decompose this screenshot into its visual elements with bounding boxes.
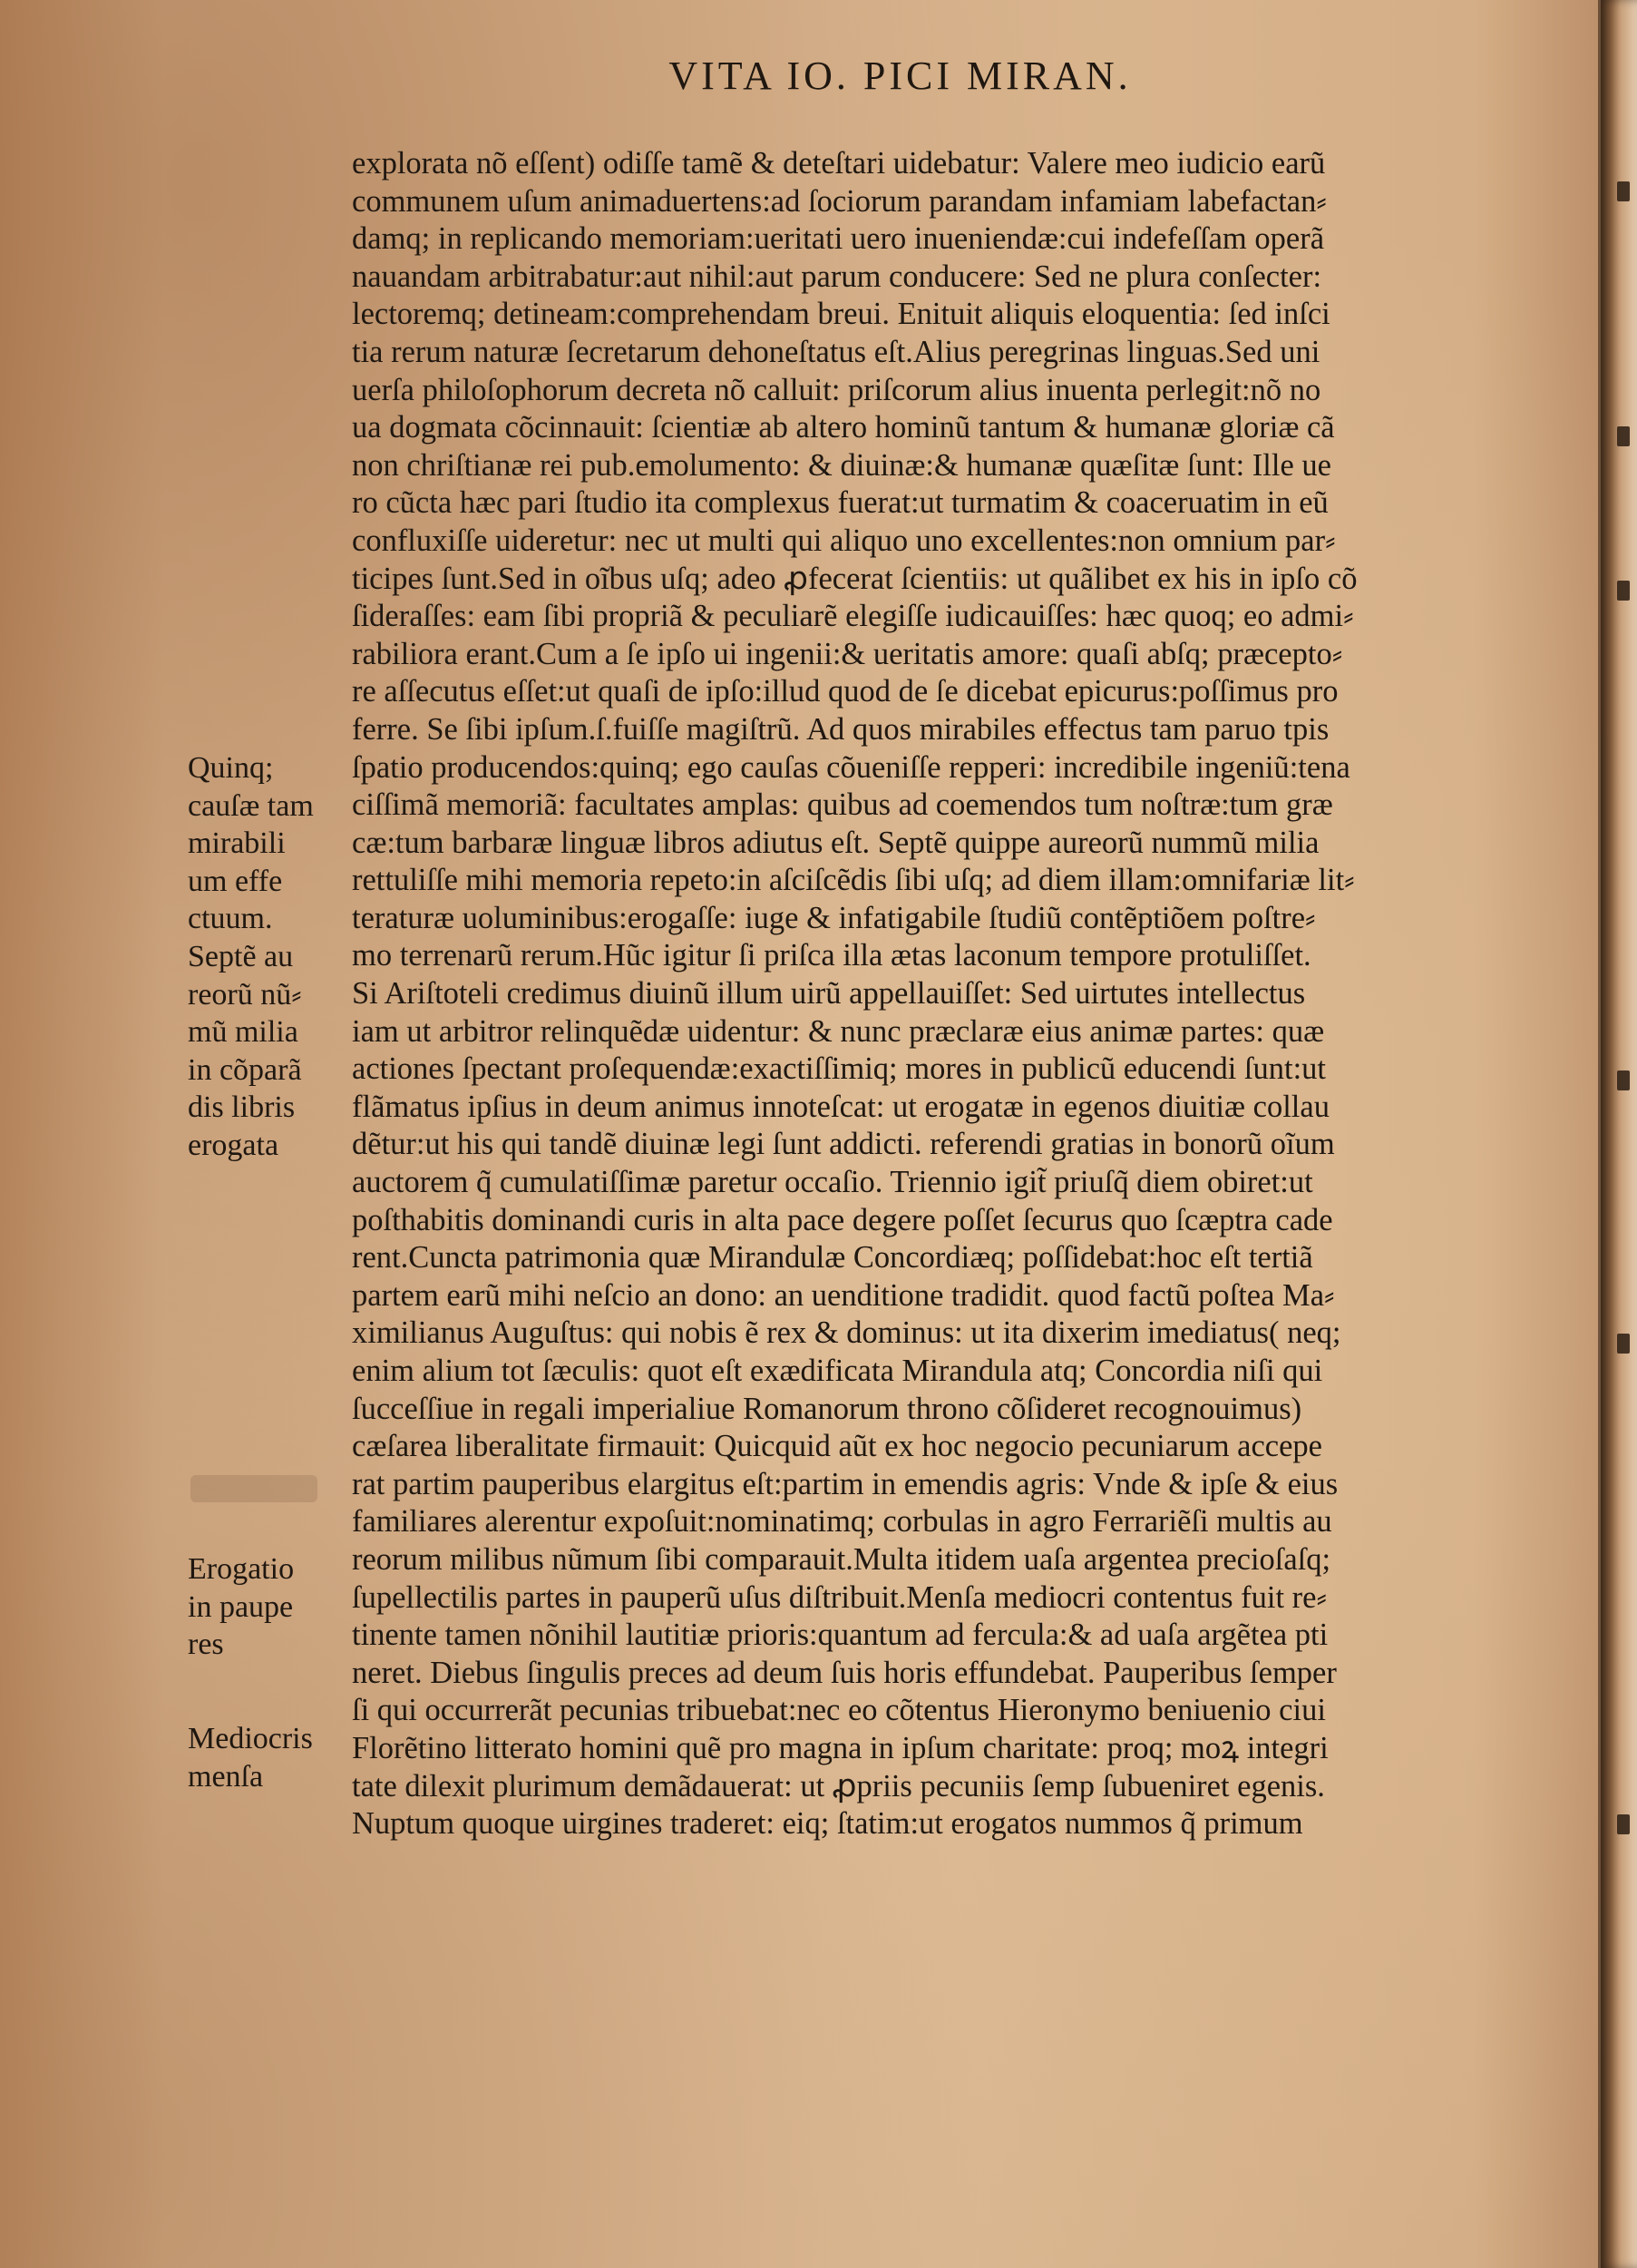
margin-note-line: mũ milia xyxy=(188,1015,298,1050)
text-line: ferre. Se ſibi ipſum.ſ.fuiſſe magiſtrũ. Ad quos mirabiles effectus tam paruo tpis xyxy=(352,711,1330,747)
edge-mark xyxy=(1617,1814,1630,1834)
margin-note-line: um effe xyxy=(188,864,283,898)
text-line: ro cũcta hæc pari ſtudio ita complexus fuerat:ut turmatim & coaceruatim in eũ xyxy=(352,485,1329,521)
margin-note-line: in cõparã xyxy=(188,1052,302,1087)
text-line: rat partim pauperibus elargitus eſt:partim in emendis agris: Vnde & ipſe & eius xyxy=(352,1466,1339,1501)
text-line: mo terrenarũ rerum.Hũc igitur ſi priſca illa ætas laconum tempore protuliſſet. xyxy=(352,938,1311,973)
text-line: Florẽtino litterato homini quẽ pro magna in ipſum charitate: proq; moꝝ integri xyxy=(352,1730,1329,1765)
text-line: nauandam arbitrabatur:aut nihil:aut parum conducere: Sed ne plura conſecter: xyxy=(352,259,1322,294)
running-head: VITA IO. PICI MIRAN. xyxy=(668,54,1132,98)
margin-note-line: Quinq; xyxy=(188,751,274,785)
text-line: uerſa philoſophorum decreta nõ calluit: priſcorum alius inuenta perlegit:nõ no xyxy=(352,372,1321,407)
text-line: ximilianus Auguſtus: qui nobis ẽ rex & dominus: ut ita dixerim imediatus( neq; xyxy=(352,1315,1341,1351)
text-line: ſpatio producendos:quinq; ego cauſas cõueniſſe repperi: incredibile ingeniũ:tena xyxy=(352,749,1350,785)
margin-note-line: Mediocris xyxy=(188,1722,313,1755)
text-line: lectoremq; detineam:comprehendam breui. Enituit aliquis eloquentia: ſed inſci xyxy=(352,297,1330,332)
text-line: communem uſum animaduertens:ad ſociorum parandam infamiam labefactan⸗ xyxy=(352,183,1327,219)
text-line: teraturæ uoluminibus:erogaſſe: iuge & infatigabile ſtudiũ contẽptiõem poſtre⸗ xyxy=(352,900,1316,935)
text-line: cæ:tum barbaræ linguæ libros adiutus eſt. Septẽ quippe aureorũ nummũ milia xyxy=(352,825,1320,860)
text-line: Nuptum quoque uirgines traderet: eiq; ſtatim:ut erogatos nummos q̃ primum xyxy=(352,1806,1303,1842)
edge-mark xyxy=(1617,1070,1630,1090)
margin-note-table xyxy=(188,1720,313,1795)
margin-note-causes xyxy=(188,749,314,938)
text-line: ſupellectilis partes in pauperũ uſus diſtribuit.Menſa mediocri contentus fuit re⸗ xyxy=(352,1579,1327,1615)
margin-note-books xyxy=(188,938,302,1165)
text-line: non chriſtianæ rei pub.emolumento: & diuinæ:& humanæ quæſitæ ſunt: Ille ue xyxy=(352,447,1331,483)
text-line: auctorem q̃ cumulatiſſimæ paretur occaſio. Triennio igit̃ priuſq̃ diem obiret:ut xyxy=(352,1165,1313,1200)
text-line: iam ut arbitror relinquẽdæ uidentur: & nunc præclaræ eius animæ partes: quæ xyxy=(352,1013,1325,1049)
text-line: neret. Diebus ſingulis preces ad deum ſuis horis effundebat. Pauperibus ſemper xyxy=(352,1655,1337,1690)
text-line: tia rerum naturæ ſecretarum dehoneſtatus eſt.Alius peregrinas linguas.Sed uni xyxy=(352,334,1320,369)
gutter-line xyxy=(1598,0,1601,2268)
text-line: partem earũ mihi neſcio an dono: an uenditione tradidit. quod factũ poſtea Ma⸗ xyxy=(352,1277,1335,1313)
margin-note-alms xyxy=(188,1550,294,1664)
text-line: rabiliora erant.Cum a ſe ipſo ui ingenii:& ueritatis amore: quaſi abſq; præcepto⸗ xyxy=(352,636,1343,671)
edge-mark xyxy=(1617,1334,1630,1354)
text-line: enim alium tot ſæculis: quot eſt exædificata Mirandula atq; Concordia niſi qui xyxy=(352,1354,1323,1388)
margin-note-line: reorũ nũ⸗ xyxy=(188,977,302,1012)
text-line: familiares alerentur expoſuit:nominatimq; corbulas in agro Ferrariẽſi multis au xyxy=(352,1504,1332,1540)
body-text xyxy=(352,145,1531,1843)
margin-note-line: erogata xyxy=(188,1128,279,1162)
margin-note-line: in paupe xyxy=(188,1589,294,1624)
margin-note-line: mirabili xyxy=(188,826,286,861)
bleed-through-mark xyxy=(190,1475,317,1502)
edge-mark xyxy=(1617,581,1630,601)
text-line: Si Ariſtoteli credimus diuinũ illum uirũ appellauiſſet: Sed uirtutes intellectus xyxy=(352,976,1306,1012)
text-line: tate dilexit plurimum demãdauerat: ut ꝓpriis pecuniis ſemp ſubueniret egenis. xyxy=(352,1768,1325,1804)
text-line: rettuliſſe mihi memoria repeto:in aſciſcẽdis ſibi uſq; ad diem illam:omnifariæ lit⸗ xyxy=(352,863,1355,898)
text-line: actiones ſpectant proſequendæ:exactiſſimiq; mores in publicũ educendi ſunt:ut xyxy=(352,1051,1327,1087)
text-line: rent.Cuncta patrimonia quæ Mirandulæ Concordiæq; poſſidebat:hoc eſt tertiã xyxy=(352,1240,1313,1276)
text-line: ſucceſſiue in regali imperialiue Romanorum throno cõſideret recognouimus) xyxy=(352,1391,1302,1426)
text-line: ſi qui occurrerãt pecunias tribuebat:nec eo cõtentus Hieronymo beniuenio ciui xyxy=(352,1693,1326,1728)
text-line: dẽtur:ut his qui tandẽ diuinæ legi ſunt addicti. referendi gratias in bonorũ oĩum xyxy=(352,1127,1335,1162)
text-line: re aſſecutus eſſet:ut quaſi de ipſo:illud quod de ſe dicebat epicurus:poſſimus pro xyxy=(352,674,1339,709)
text-line: tinente tamen nõnihil lautitiæ prioris:quantum ad fercula:& ad uaſa argẽtea pti xyxy=(352,1618,1329,1653)
margin-note-line: dis libris xyxy=(188,1090,296,1125)
text-line: cæſarea liberalitate firmauit: Quicquid aũt ex hoc negocio pecuniarum accepe xyxy=(352,1429,1322,1464)
page-edge xyxy=(1601,0,1637,2268)
margin-note-line: Erogatio xyxy=(188,1552,295,1586)
text-line: ticipes ſunt.Sed in oĩbus uſq; adeo ꝓfecerat ſcientiis: ut quãlibet ex his in ipſo cõ xyxy=(352,561,1358,596)
margin-note-line: menſa xyxy=(188,1759,264,1794)
edge-mark xyxy=(1617,181,1630,201)
margin-note-line: res xyxy=(188,1628,224,1662)
text-line: ua dogmata cõcinnauit: ſcientiæ ab altero hominũ tantum & humanæ gloriæ cã xyxy=(352,410,1335,445)
margin-note-line: ctuum. xyxy=(188,902,273,936)
text-line: explorata nõ eſſent) odiſſe tamẽ & deteſtari uidebatur: Valere meo iudicio earũ xyxy=(352,146,1326,181)
text-line: ſideraſſes: eam ſibi propriã & peculiarẽ elegiſſe iudicauiſſes: hæc quoq; eo admi⸗ xyxy=(352,599,1354,634)
text-line: ciſſimã memoriã: facultates amplas: quibus ad coemendos tum noſtræ:tum græ xyxy=(352,787,1333,823)
text-line: confluxiſſe uideretur: nec ut multi qui aliquo uno excellentes:non omnium par⸗ xyxy=(352,523,1336,558)
margin-note-line: Septẽ au xyxy=(188,940,294,973)
edge-mark xyxy=(1617,426,1630,446)
text-line: damq; in replicando memoriam:ueritati uero inueniendæ:cui indefeſſam operã xyxy=(352,221,1325,257)
margin-note-line: cauſæ tam xyxy=(188,788,314,823)
text-line: reorum milibus nũmum ſibi comparauit.Multa itidem uaſa argentea precioſaſq; xyxy=(352,1541,1331,1577)
text-line: flãmatus ipſius in deum animus innoteſcat: ut erogatæ in egenos diuitiæ collau xyxy=(352,1089,1330,1124)
text-line: poſthabitis dominandi curis in alta pace degere poſſet ſecurus quo ſcæptra cade xyxy=(352,1202,1333,1237)
